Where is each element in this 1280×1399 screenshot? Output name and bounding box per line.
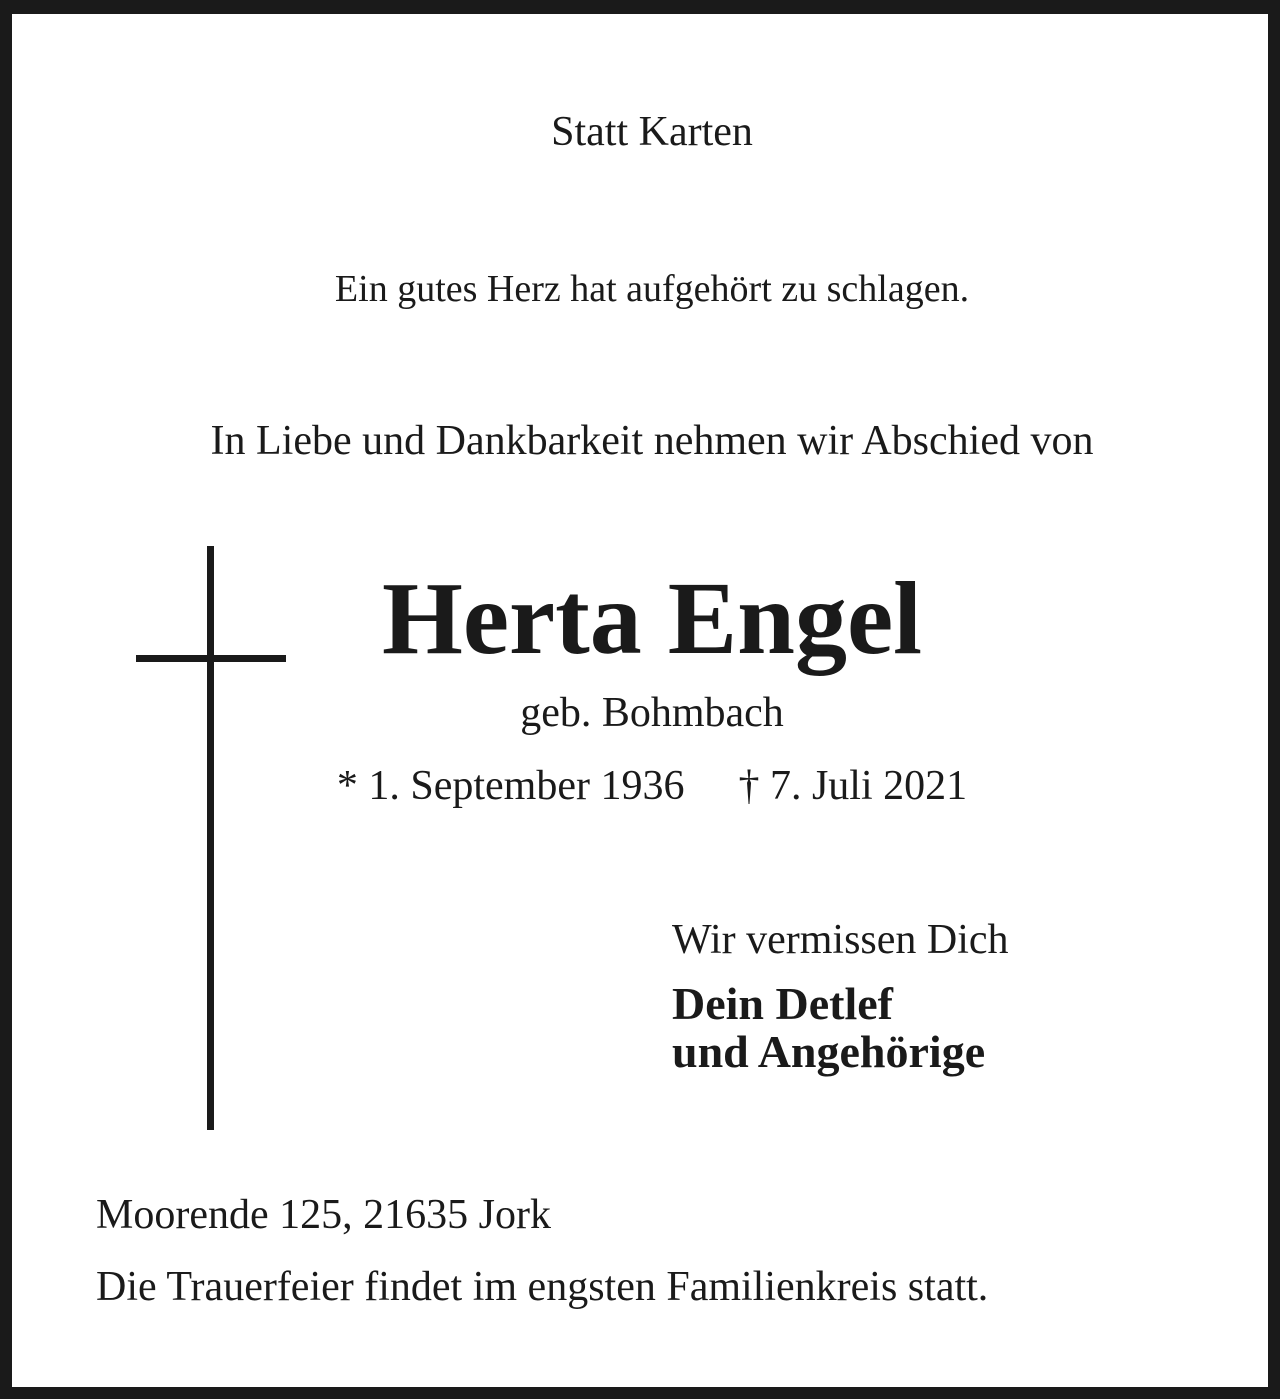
life-dates [12,765,1280,807]
intro-line: In Liebe und Dankbarkeit nehmen wir Abschied von [210,418,1094,464]
heading: Statt Karten [551,109,753,155]
mourner-line: und Angehörige [672,1026,986,1077]
mourner-line: Dein Detlef [672,978,893,1029]
deceased-name: Herta Engel [381,561,923,676]
funeral-note: Die Trauerfeier findet im engsten Familienkreis statt. [96,1264,989,1310]
verse: Ein gutes Herz hat aufgehört zu schlagen. [334,268,970,310]
address: Moorende 125, 21635 Jork [96,1192,551,1238]
maiden-name: geb. Bohmbach [520,690,784,736]
death-date: † 7. Juli 2021 [738,763,968,809]
closing-line: Wir vermissen Dich [672,917,1009,963]
birth-date: * 1. September 1936 [336,763,685,809]
